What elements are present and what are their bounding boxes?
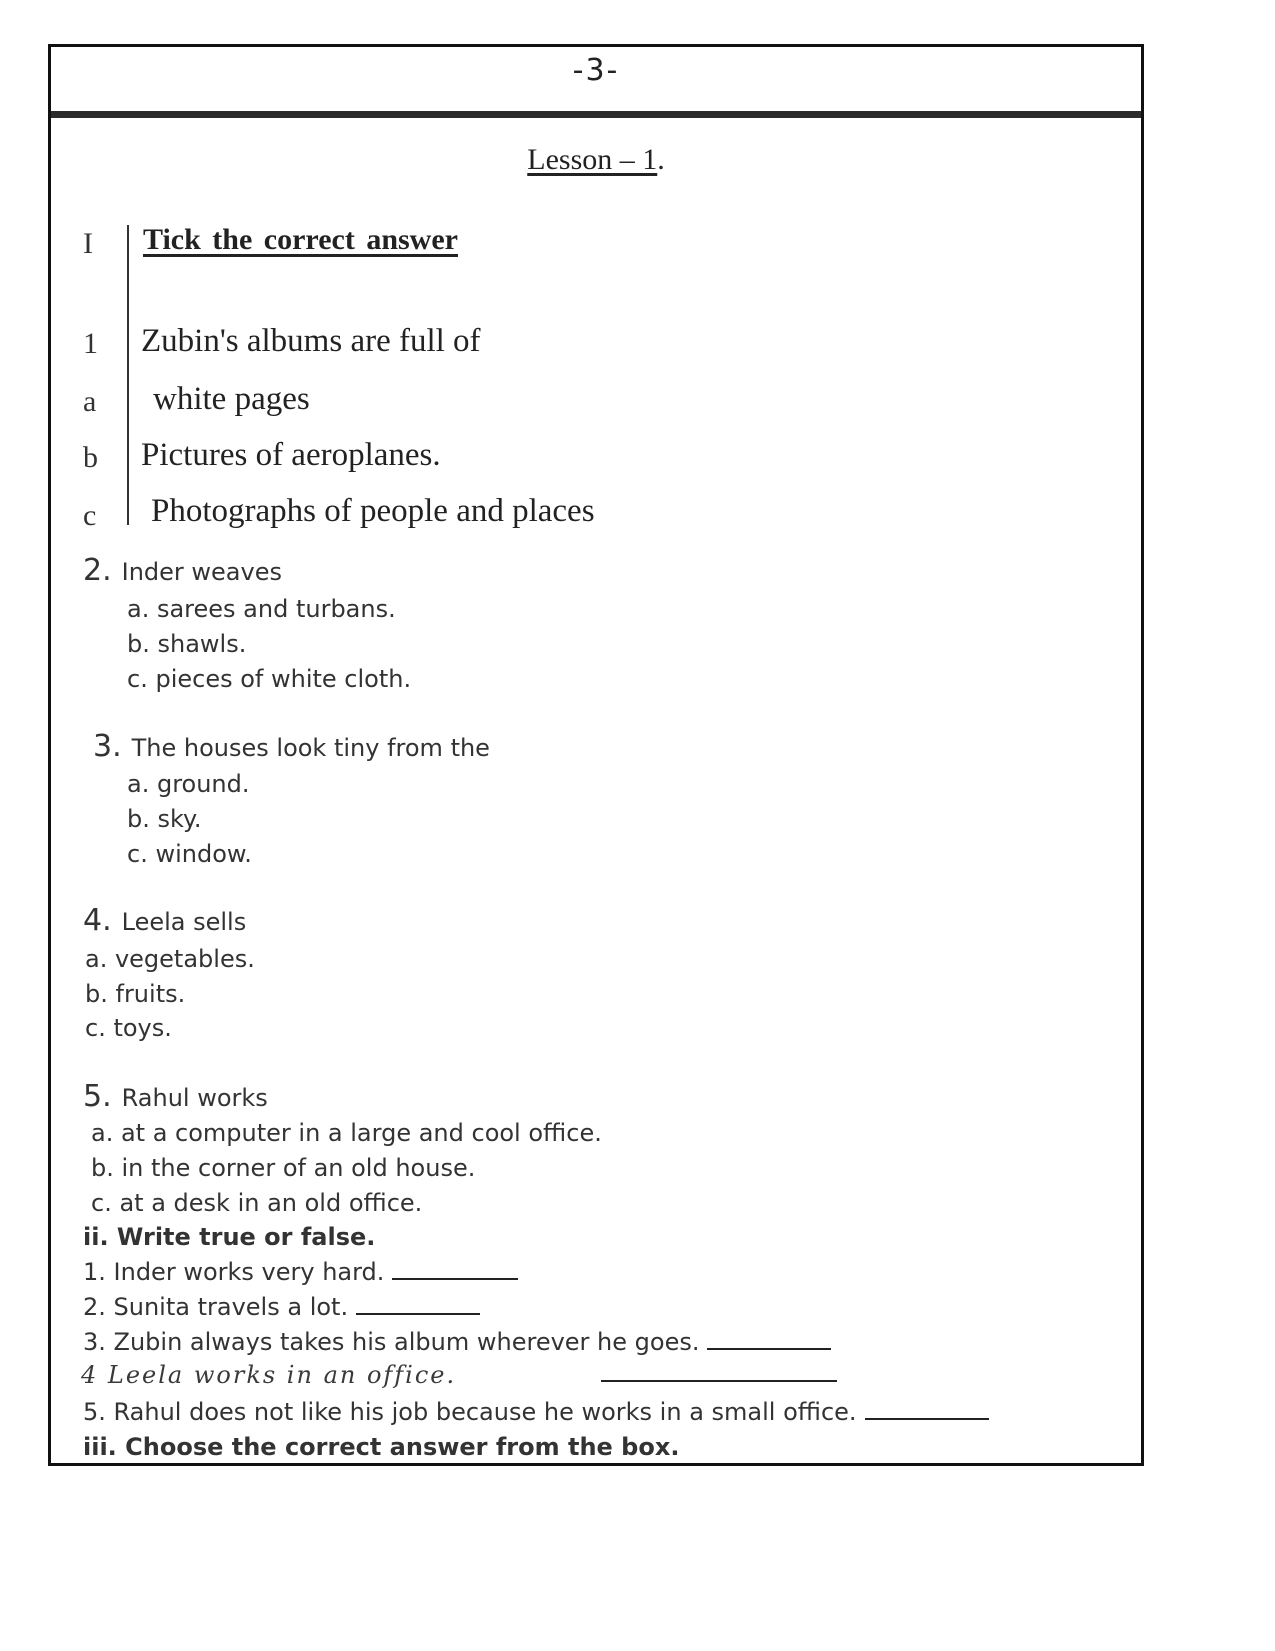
option-text: a. ground. (127, 770, 250, 798)
question-number: 5. (83, 1079, 112, 1114)
option-text: c. window. (127, 840, 252, 868)
question-text: Leela sells (121, 908, 247, 936)
answer-blank[interactable] (865, 1414, 989, 1420)
question (83, 1079, 268, 1114)
page-number: -3- (572, 53, 620, 88)
statement-item (83, 1398, 989, 1426)
statement-text: 5. Rahul does not like his job because he works in a small office. (83, 1398, 857, 1426)
section-heading: ii. Write true or false. (83, 1223, 376, 1251)
header-rule (51, 111, 1141, 118)
question (93, 729, 490, 764)
section-divider-line (127, 225, 129, 525)
option-text: b. shawls. (127, 630, 247, 658)
lesson-title-text: Lesson – 1 (527, 143, 658, 176)
option-text: c. pieces of white cloth. (127, 665, 412, 693)
handwritten-statement: 4 Leela works in an office. (81, 1361, 457, 1389)
option-text: b. fruits. (85, 980, 186, 1008)
option-text: c. toys. (85, 1014, 172, 1042)
option-text: a. at a computer in a large and cool office. (91, 1119, 602, 1147)
answer-blank[interactable] (392, 1274, 518, 1280)
option-text: a. sarees and turbans. (127, 595, 396, 623)
question-text: Inder weaves (121, 558, 282, 586)
section-heading: iii. Choose the correct answer from the box. (83, 1433, 680, 1461)
option-letter: a (83, 385, 97, 418)
answer-blank[interactable] (601, 1380, 837, 1382)
option-text: Photographs of people and places (151, 493, 595, 529)
question-text: Zubin's albums are full of (141, 323, 481, 359)
question-number: 4. (83, 903, 112, 938)
question-text: The houses look tiny from the (131, 734, 490, 762)
question-number: 1 (83, 327, 98, 360)
question (83, 553, 282, 588)
question-number: 2. (83, 553, 112, 588)
statement-item (83, 1293, 480, 1321)
lesson-title-dot: . (657, 143, 665, 176)
option-letter: c (83, 499, 97, 532)
worksheet-page (48, 44, 1144, 1466)
answer-blank[interactable] (707, 1344, 831, 1350)
question-text: Rahul works (121, 1084, 268, 1112)
option-text: b. sky. (127, 805, 202, 833)
answer-blank[interactable] (356, 1309, 480, 1315)
statement-item (83, 1328, 831, 1356)
lesson-title (51, 143, 1141, 177)
option-text: a. vegetables. (85, 945, 255, 973)
statement-text: 1. Inder works very hard. (83, 1258, 385, 1286)
option-text: b. in the corner of an old house. (91, 1154, 476, 1182)
question (83, 903, 246, 938)
statement-text: 3. Zubin always takes his album wherever he goes. (83, 1328, 700, 1356)
option-text: Pictures of aeroplanes. (141, 437, 441, 473)
statement-text: 2. Sunita travels a lot. (83, 1293, 349, 1321)
question-number: 3. (93, 729, 122, 764)
section-heading: Tick the correct answer (143, 223, 458, 256)
section-roman-numeral: I (83, 227, 93, 260)
option-text: white pages (153, 381, 310, 417)
statement-item (83, 1258, 518, 1286)
option-text: c. at a desk in an old office. (91, 1189, 423, 1217)
option-letter: b (83, 441, 98, 474)
